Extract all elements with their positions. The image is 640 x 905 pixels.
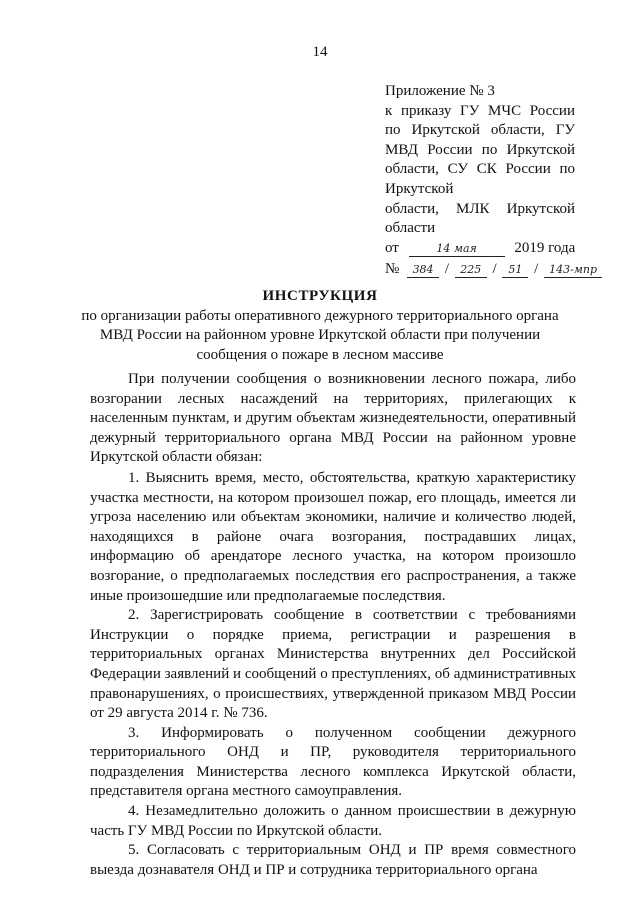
instruction-item-1: 1. Выяснить время, место, обстоятельства, краткую характеристику участка местности, на котором произошел пожар, его площадь, имеется ли угроза населению или объектам экономики, наличие и количество людей, находящихся в районе очага возгорания, пострадавших лицах, информацию об арендаторе лесного участка, на котором произошло возгорание, о предполагаемых последствия его распространения, а также иные произошедшие или предполагаемые последствия. (90, 469, 576, 604)
appendix-number-row: № 384 / 225 / 51 / 143-мпр (385, 260, 575, 281)
instruction-item-2: 2. Зарегистрировать сообщение в соответствии с требованиями Инструкции о порядке приема, регистрации и разрешения в территориальных органах Министерства внутренних дел Российской Федерации заявлений и сообщений о преступлениях, об административных правонарушениях, о происшествиях, утвержденной приказом МВД России от 29 августа 2014 г. № 736. (90, 607, 576, 722)
title-subline: МВД России на районном уровне Иркутской области при получении (99, 327, 541, 343)
page-number: 14 (312, 44, 328, 60)
appendix-line: Приложение № 3 (385, 83, 495, 99)
appendix-line: по Иркутской области, ГУ (385, 122, 575, 139)
handwritten-number: 384 (407, 263, 439, 278)
instruction-title-block (60, 287, 580, 365)
title-subline: сообщения о пожаре в лесном массиве (196, 346, 444, 363)
appendix-line: к приказу ГУ МЧС России (385, 102, 575, 119)
appendix-line: Иркутской (385, 180, 454, 197)
appendix-header (385, 82, 598, 281)
handwritten-number: 225 (455, 263, 487, 278)
instruction-item-5: 5. Согласовать с территориальным ОНД и ПР время совместного выезда дознавателя ОНД и ПР и сотрудника территориального органа (90, 842, 576, 878)
instruction-item-3: 3. Информировать о полученном сообщении дежурного территориального ОНД и ПР, руководителя территориального подразделения Министерства лесного комплекса Иркутской области, представителя органа местного самоуправления. (90, 724, 576, 800)
date-suffix: 2019 года (514, 239, 576, 256)
intro-paragraph: При получении сообщения о возникновении лесного пожара, либо возгорании лесных насаждений на территориях, прилегающих к населенным пунктам, и другим объектам жизнедеятельности, оперативный дежурный территориального органа МВД России на районном уровне Иркутской области обязан: (90, 371, 576, 466)
handwritten-number: 51 (502, 263, 528, 278)
date-prefix: от (385, 239, 399, 256)
handwritten-number: 143-мпр (544, 263, 602, 278)
instruction-item-4: 4. Незамедлительно доложить о данном происшествии в дежурную часть ГУ МВД России по Иркутской области. (90, 803, 576, 839)
title-subline: по организации работы оперативного дежурного территориального органа (81, 307, 559, 324)
appendix-line: области (385, 220, 436, 237)
number-prefix: № (385, 260, 400, 277)
appendix-line: области, СУ СК России по (385, 161, 575, 178)
document-title: ИНСТРУКЦИЯ (262, 288, 378, 304)
appendix-line: МВД России по Иркутской (385, 141, 575, 158)
appendix-date-row (385, 239, 575, 260)
document-body (90, 370, 576, 880)
appendix-line: области, МЛК Иркутской (385, 200, 575, 217)
handwritten-date: 14 мая (409, 242, 505, 257)
